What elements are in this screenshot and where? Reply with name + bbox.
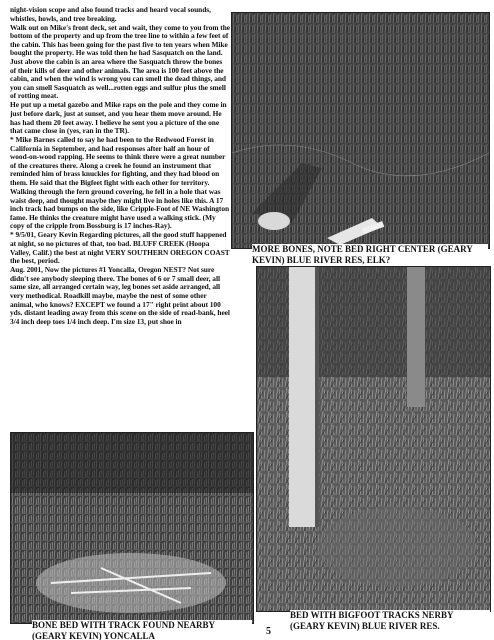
article-paragraph: Walking through the fern ground covering, he fell in a hole that was waist deep, and thought maybe they might live in holes like this. A 17 inch track had bumps on the side, like Cripple-Foot of NE Washington fame. He thinks the creature might have used a walking stick. (My copy of the cripple from Bossburg is 17 inches-Ray).: [10, 187, 230, 231]
article-paragraph: night-vision scope and also found tracks and heard vocal sounds, whistles, howls, and tree breaking.: [10, 6, 211, 23]
photo-bones-grass: [231, 12, 490, 249]
article-paragraph: He put up a metal gazebo and Mike raps on the pole and they come in just before dark, just at sunset, and you hear them move around. He has had them 20 feet away. I believe he sent you a picture of the one that came close in (yes, ran in the TR).: [10, 100, 227, 136]
bone-shape: [258, 212, 290, 230]
photo-caption-bottom: BONE BED WITH TRACK FOUND NEARBY (GEARY KEVIN) YONCALLA: [32, 620, 252, 640]
tree-trunk: [289, 267, 315, 527]
photo-caption-right: BED WITH BIGFOOT TRACKS NERBY (GEARY KEVIN) BLUE RIVER RES.: [290, 610, 490, 632]
article-paragraph: Walk out on Mike's front deck, set and wait, they come to you from the bottom of the property and up from the tree line to within a few feet of the cabin. This has been going for the past five to ten years when Mike bought the property. He was told then he had Sasquatch on the land. Just above the cabin is an area where the Sasquatch throw the bones of their kills of deer and other animals. The area is 100 feet above the cabin, and when the wind is wrong you can smell the dead things, and you can smell Sasquatch as well...rotten eggs and sulfur plus the smell of rotting meat.: [10, 22, 230, 101]
photo-caption-top: MORE BONES, NOTE BED RIGHT CENTER (GEARY KEVIN) BLUE RIVER RES, ELK?: [252, 244, 488, 266]
photo-bed-tracks: [256, 266, 491, 612]
article-paragraph: * Mike Barnes called to say he had been to the Redwood Forest in California in September, and had responses after half an hour of wood-on-wood rapping. He seems to think there were a great number of the creatures there. Along a creek he found an instrument that reminded him of brass knuckles for fighting, and they had blood on them. He said that the Bigfeet fight with each other for territory.: [10, 135, 226, 188]
page-number: 5: [266, 626, 271, 637]
photo-bone-bed: [10, 432, 254, 624]
article-text-column: [10, 6, 230, 430]
article-paragraph: * 9/5/01, Geary Kevin Regarding pictures, all the good stuff happened at night, so no pictures of that, too bad. BLUFF CREEK (Hoopa Valley, Calif.) the best at night VERY SOUTHERN OREGON COAST the best, period.: [10, 230, 230, 266]
article-paragraph: Aug. 2001, Now the pictures #1 Yoncalla, Oregon NEST? Not sure didn't see anybody sleeping there. The bones of 6 or 7 small deer, all same size, all arranged certain way, leg bones set aside arranged, all very methodical. Roadkill maybe, maybe the nest of some other animal, who knows? EXCEPT we found a 17" right print about 100 yds. distant leading away from this scene on the side of road-bank, heel 3/4 inch deep toes 1/4 inch deep. I'm size 13, put shoe in: [10, 265, 230, 326]
